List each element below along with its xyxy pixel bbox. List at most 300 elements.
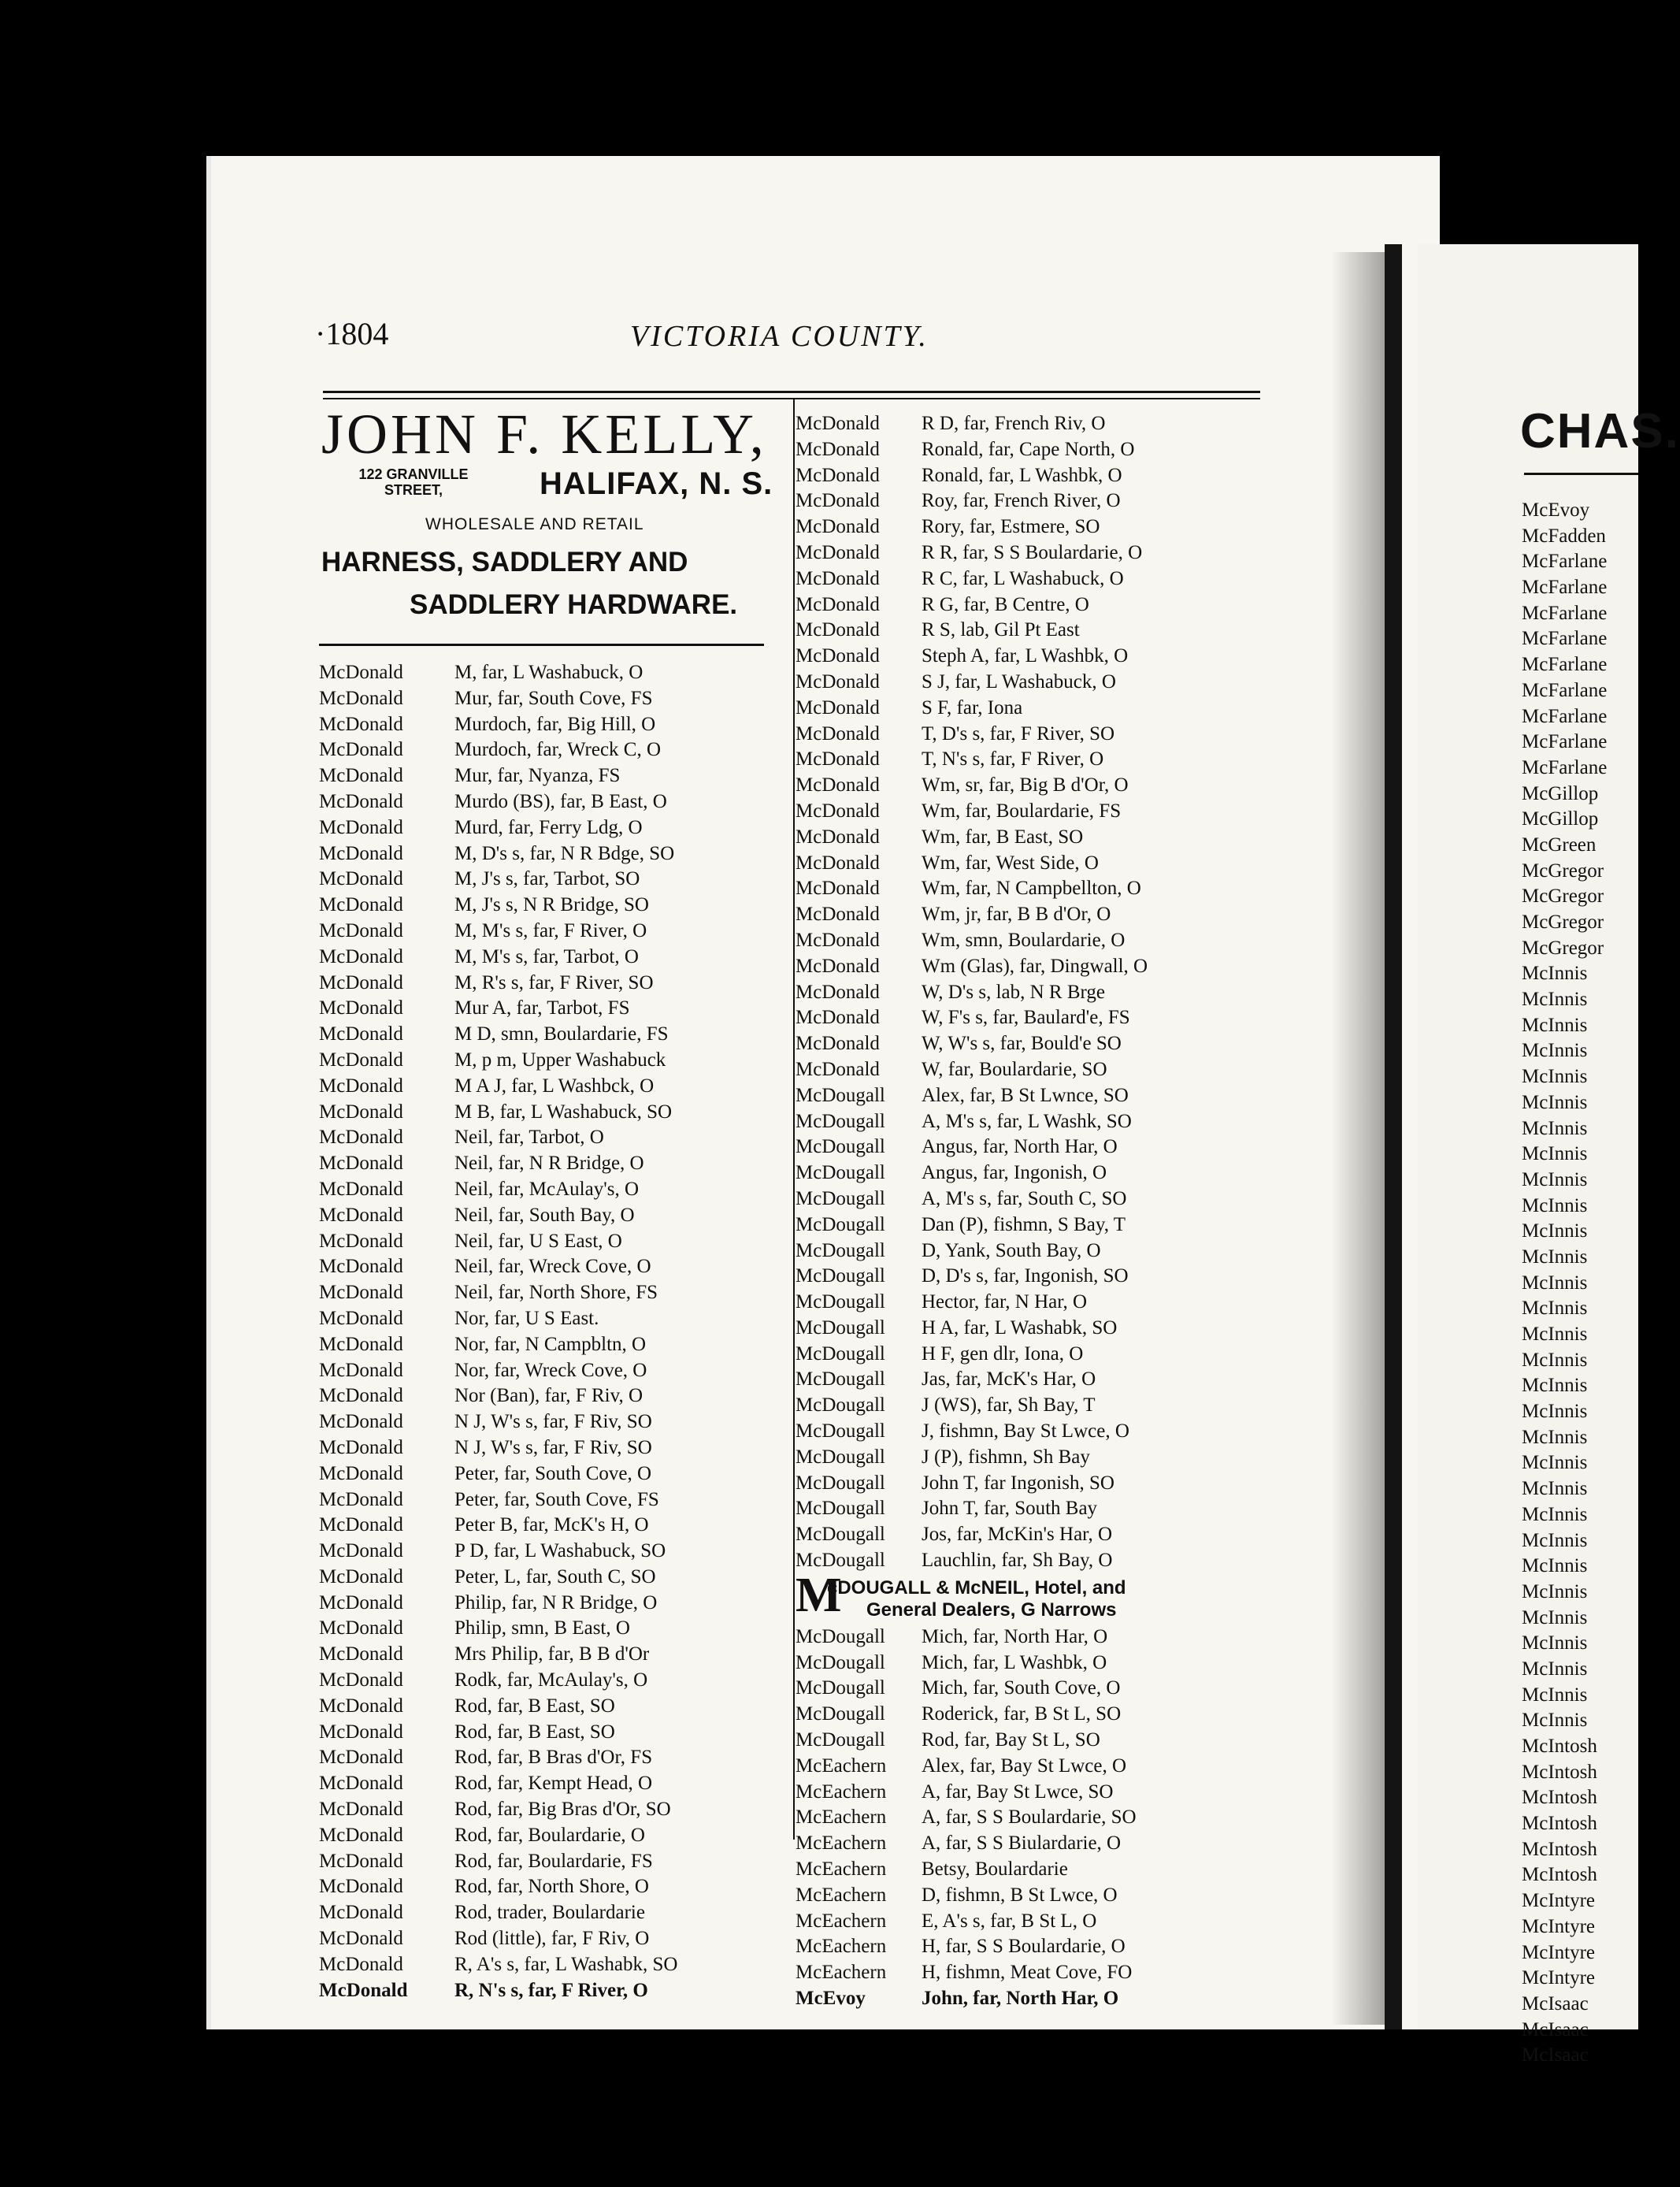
directory-entry <box>319 1306 792 1332</box>
entry-surname: McDonald <box>319 971 403 993</box>
entry-surname: McEachern <box>795 1962 887 1984</box>
facing-page-entry: McFarlane <box>1522 577 1608 599</box>
notice-line-1: cDOUGALL & McNEIL, Hotel, and <box>827 1576 1126 1598</box>
entry-surname: McDonald <box>795 593 880 615</box>
entry-surname: McDougall <box>795 1420 885 1443</box>
entry-surname: McDonald <box>319 1101 403 1123</box>
directory-entry <box>795 1238 1268 1264</box>
business-notice <box>795 1568 1268 1624</box>
facing-page-entry: McInnis <box>1522 1684 1588 1706</box>
entry-details: Neil, far, South Bay, O <box>454 1204 635 1226</box>
directory-entry <box>319 660 792 686</box>
directory-entry <box>795 1445 1268 1471</box>
directory-entry <box>795 851 1268 877</box>
directory-entry <box>795 1702 1268 1728</box>
facing-page-entry: McFadden <box>1522 525 1606 547</box>
directory-entry <box>319 1074 792 1100</box>
entry-surname: McDougall <box>795 1291 885 1313</box>
facing-page-entry: McFarlane <box>1522 551 1608 573</box>
entry-surname: McDougall <box>795 1550 885 1572</box>
directory-entry <box>795 1831 1268 1857</box>
directory-entry <box>319 1900 792 1926</box>
entry-details: J, fishmn, Bay St Lwce, O <box>922 1420 1129 1443</box>
entry-details: Wm (Glas), far, Dingwall, O <box>922 955 1148 977</box>
entry-surname: McDougall <box>795 1162 885 1184</box>
directory-entry <box>319 1358 792 1384</box>
entry-details: Rod, far, B East, SO <box>454 1695 615 1717</box>
entry-surname: McDougall <box>795 1342 885 1365</box>
entry-surname: McDonald <box>319 1565 403 1587</box>
entry-details: Wm, jr, far, B B d'Or, O <box>922 904 1111 926</box>
directory-entry <box>795 1134 1268 1160</box>
directory-entry <box>795 722 1268 748</box>
entry-surname: McDonald <box>319 1514 403 1536</box>
entry-surname: McDonald <box>319 1488 403 1510</box>
directory-entry <box>795 1728 1268 1754</box>
entry-surname: McDonald <box>319 842 403 864</box>
directory-entry <box>795 1883 1268 1909</box>
entry-surname: McDonald <box>319 1333 403 1355</box>
header-rule <box>323 391 1260 399</box>
entry-details: Angus, far, North Har, O <box>922 1136 1118 1158</box>
directory-entry <box>319 1926 792 1952</box>
entry-details: Peter, far, South Cove, FS <box>454 1488 659 1510</box>
facing-page-entry: McInnis <box>1522 1194 1588 1216</box>
entry-surname: McDonald <box>795 878 880 900</box>
directory-entry <box>319 1745 792 1771</box>
entry-surname: McDonald <box>319 1204 403 1226</box>
entry-details: Lauchlin, far, Sh Bay, O <box>922 1550 1113 1572</box>
facing-page-entry: McFarlane <box>1522 705 1608 727</box>
directory-entry <box>319 841 792 867</box>
facing-page-entry: McIntosh <box>1522 1761 1597 1783</box>
entry-details: P D, far, L Washabuck, SO <box>454 1540 666 1562</box>
entry-details: Peter, far, South Cove, O <box>454 1462 652 1484</box>
facing-page-entry: McInnis <box>1522 1632 1588 1654</box>
facing-page-entry: McInnis <box>1522 1555 1588 1577</box>
entry-details: Rod, far, Bay St L, SO <box>922 1729 1100 1751</box>
ad-business-name: JOHN F. KELLY, <box>321 403 767 466</box>
directory-entry <box>319 1125 792 1151</box>
entry-surname: McDonald <box>795 567 880 589</box>
entry-details: Rod, far, B Bras d'Or, FS <box>454 1747 653 1769</box>
directory-entry <box>319 1151 792 1177</box>
directory-entry <box>795 670 1268 696</box>
entry-details: Ronald, far, Cape North, O <box>922 438 1135 460</box>
entry-details: A, far, S S Boulardarie, SO <box>922 1806 1137 1829</box>
facing-page-entry: McInnis <box>1522 1503 1588 1525</box>
facing-page-entry: McInnis <box>1522 1246 1588 1268</box>
entry-details: Wm, far, West Side, O <box>922 852 1099 874</box>
entry-details: Rod, trader, Boulardarie <box>454 1902 645 1924</box>
right-column-bottom <box>795 1624 1268 2012</box>
entry-surname: McDougall <box>795 1677 885 1699</box>
entry-details: M, R's s, far, F River, SO <box>454 971 654 993</box>
entry-details: A, far, Bay St Lwce, SO <box>922 1780 1114 1803</box>
facing-page-entry: McInnis <box>1522 1272 1588 1294</box>
directory-entry <box>795 540 1268 566</box>
entry-details: R C, far, L Washabuck, O <box>922 567 1124 589</box>
entry-surname: McDonald <box>319 1979 408 2001</box>
facing-page-entry: McGregor <box>1522 912 1604 933</box>
directory-entry <box>319 1539 792 1565</box>
entry-details: M, p m, Upper Washabuck <box>454 1049 666 1071</box>
directory-entry <box>319 1771 792 1797</box>
entry-details: Neil, far, Tarbot, O <box>454 1127 604 1149</box>
entry-details: Mich, far, South Cove, O <box>922 1677 1121 1699</box>
entry-details: Philip, smn, B East, O <box>454 1617 630 1639</box>
entry-surname: McDonald <box>795 541 880 563</box>
entry-surname: McDonald <box>319 997 403 1019</box>
facing-page-entry: McInnis <box>1522 1375 1588 1397</box>
entry-details: Peter, L, far, South C, SO <box>454 1565 656 1587</box>
directory-entry <box>795 1754 1268 1780</box>
directory-entry <box>319 1487 792 1513</box>
entry-details: Murdoch, far, Big Hill, O <box>454 713 656 735</box>
entry-details: N J, W's s, far, F Riv, SO <box>454 1411 652 1433</box>
entry-details: J (WS), far, Sh Bay, T <box>922 1394 1096 1417</box>
entry-details: Rod, far, Boulardarie, FS <box>454 1850 653 1872</box>
entry-details: A, far, S S Biulardarie, O <box>922 1832 1122 1855</box>
entry-surname: McDougall <box>795 1239 885 1261</box>
entry-surname: McDonald <box>795 904 880 926</box>
facing-page-entry: McInnis <box>1522 1168 1588 1190</box>
entry-details: Nor, far, U S East. <box>454 1307 599 1329</box>
entry-surname: McDonald <box>319 1023 403 1045</box>
entry-details: T, N's s, far, F River, O <box>922 748 1104 770</box>
entry-details: Jas, far, McK's Har, O <box>922 1368 1096 1391</box>
directory-entry <box>319 1694 792 1720</box>
gutter-shadow <box>1331 252 1386 2025</box>
directory-entry <box>795 1857 1268 1883</box>
directory-entry <box>795 1522 1268 1548</box>
entry-surname: McDonald <box>795 516 880 538</box>
entry-surname: McDonald <box>319 1359 403 1381</box>
entry-surname: McEachern <box>795 1780 887 1803</box>
directory-entry <box>795 1393 1268 1419</box>
entry-details: M D, smn, Boulardarie, FS <box>454 1023 669 1045</box>
directory-entry <box>795 1057 1268 1083</box>
entry-surname: McDonald <box>319 662 403 683</box>
directory-entry <box>319 1280 792 1306</box>
facing-page-entry: McInnis <box>1522 989 1588 1011</box>
directory-entry <box>319 737 792 763</box>
running-head: VICTORIA COUNTY. <box>630 320 929 353</box>
facing-page-entry: McInnis <box>1522 963 1588 985</box>
directory-entry <box>319 1254 792 1280</box>
entry-details: Hector, far, N Har, O <box>922 1291 1088 1313</box>
facing-page-entry: McInnis <box>1522 1143 1588 1165</box>
entry-surname: McDonald <box>319 1824 403 1846</box>
directory-entry <box>795 566 1268 592</box>
directory-entry <box>795 1496 1268 1522</box>
entry-details: John, far, North Har, O <box>922 1988 1119 2010</box>
directory-entry <box>319 815 792 841</box>
facing-page-entry: McEvoy <box>1522 499 1590 521</box>
entry-surname: McEachern <box>795 1910 887 1932</box>
entry-details: Wm, far, Boulardarie, FS <box>922 800 1122 822</box>
entry-details: Murdoch, far, Wreck C, O <box>454 739 662 761</box>
directory-entry <box>795 1419 1268 1445</box>
entry-details: M, M's s, far, F River, O <box>454 919 647 941</box>
facing-page-entry: McInnis <box>1522 1091 1588 1113</box>
entry-surname: McDonald <box>795 852 880 874</box>
directory-entry <box>319 1591 792 1617</box>
entry-details: Rod, far, Big Bras d'Or, SO <box>454 1799 671 1821</box>
entry-details: Wm, smn, Boulardarie, O <box>922 929 1126 951</box>
entry-details: Rodk, far, McAulay's, O <box>454 1669 648 1691</box>
entry-details: M, M's s, far, Tarbot, O <box>454 945 639 967</box>
entry-details: Murdo (BS), far, B East, O <box>454 790 667 812</box>
entry-surname: McDonald <box>319 1436 403 1458</box>
directory-entry <box>795 1186 1268 1212</box>
entry-surname: McDonald <box>795 1033 880 1055</box>
facing-page-entry: McGillop <box>1522 782 1599 804</box>
entry-details: M, J's s, N R Bridge, SO <box>454 894 649 916</box>
directory-entry <box>795 1960 1268 1986</box>
entry-surname: McDonald <box>319 1307 403 1329</box>
entry-surname: McDonald <box>795 464 880 486</box>
entry-surname: McDonald <box>319 1127 403 1149</box>
directory-entry <box>795 1548 1268 1574</box>
entry-surname: McDougall <box>795 1651 885 1673</box>
entry-surname: McDonald <box>795 413 880 434</box>
directory-entry <box>319 919 792 945</box>
entry-surname: McDonald <box>795 826 880 848</box>
entry-surname: McDonald <box>795 981 880 1003</box>
facing-page-entry: McIntosh <box>1522 1787 1597 1809</box>
facing-page-entry: McInnis <box>1522 1220 1588 1242</box>
directory-entry <box>319 1229 792 1255</box>
entry-surname: McDonald <box>319 687 403 709</box>
facing-page-entry: McInnis <box>1522 1452 1588 1474</box>
facing-page-entry: McIntosh <box>1522 1813 1597 1835</box>
directory-entry <box>319 1022 792 1048</box>
entry-surname: McDonald <box>319 1850 403 1872</box>
ad-goods-line-1: HARNESS, SADDLERY AND <box>321 547 688 577</box>
entry-surname: McDougall <box>795 1084 885 1106</box>
facing-page-entry: McIsaac <box>1522 2018 1589 2040</box>
directory-entry <box>319 1513 792 1539</box>
ad-trade: WHOLESALE AND RETAIL <box>425 515 644 533</box>
directory-entry <box>319 1383 792 1409</box>
entry-surname: McDonald <box>795 955 880 977</box>
entry-details: W, F's s, far, Baulard'e, FS <box>922 1007 1130 1029</box>
entry-surname: McDougall <box>795 1265 885 1287</box>
entry-surname: McDonald <box>319 790 403 812</box>
entry-details: M, far, L Washabuck, O <box>454 662 643 683</box>
directory-entry <box>319 1720 792 1746</box>
entry-surname: McDougall <box>795 1729 885 1751</box>
directory-entry <box>795 1650 1268 1676</box>
entry-details: M A J, far, L Washbck, O <box>454 1075 655 1097</box>
facing-page-entry: McInnis <box>1522 1324 1588 1345</box>
directory-entry <box>319 1797 792 1823</box>
facing-page-entry: McInnis <box>1522 1658 1588 1680</box>
entry-details: H, far, S S Boulardarie, O <box>922 1936 1126 1958</box>
entry-details: D, fishmn, B St Lwce, O <box>922 1884 1118 1906</box>
directory-entry <box>319 945 792 971</box>
directory-entry <box>795 1031 1268 1057</box>
entry-surname: McEachern <box>795 1858 887 1881</box>
entry-details: Neil, far, U S East, O <box>454 1230 622 1252</box>
directory-entry <box>795 954 1268 980</box>
facing-page-entry: McInnis <box>1522 1529 1588 1551</box>
directory-entry <box>319 1642 792 1668</box>
entry-details: R G, far, B Centre, O <box>922 593 1089 615</box>
directory-entry <box>795 463 1268 489</box>
entry-details: Mur, far, Nyanza, FS <box>454 765 621 787</box>
ad-rule <box>319 644 764 646</box>
facing-page-entry: McInnis <box>1522 1478 1588 1500</box>
entry-details: Dan (P), fishmn, S Bay, T <box>922 1213 1126 1235</box>
directory-entry <box>319 1874 792 1900</box>
facing-page-column <box>1522 498 1638 2069</box>
entry-surname: McDougall <box>795 1136 885 1158</box>
facing-page-entry: McGillop <box>1522 808 1599 830</box>
left-column <box>319 660 792 2003</box>
directory-entry <box>319 1952 792 1978</box>
facing-page-entry: McFarlane <box>1522 679 1608 701</box>
entry-details: E, A's s, far, B St L, O <box>922 1910 1097 1932</box>
facing-page-entry: McGregor <box>1522 937 1604 959</box>
facing-page-entry: McInnis <box>1522 1040 1588 1062</box>
directory-entry <box>795 928 1268 954</box>
entry-details: Neil, far, McAulay's, O <box>454 1178 639 1200</box>
entry-details: H, fishmn, Meat Cove, FO <box>922 1962 1133 1984</box>
directory-entry <box>319 1616 792 1642</box>
entry-surname: McDonald <box>795 748 880 770</box>
entry-surname: McDonald <box>319 1773 403 1795</box>
entry-surname: McEachern <box>795 1754 887 1777</box>
entry-details: M, J's s, far, Tarbot, SO <box>454 868 640 890</box>
facing-page-entry: McIntyre <box>1522 1915 1596 1937</box>
entry-surname: McDonald <box>795 696 880 718</box>
entry-details: Mich, far, L Washbk, O <box>922 1651 1107 1673</box>
facing-page-entry: McInnis <box>1522 1580 1588 1602</box>
directory-entry <box>319 971 792 997</box>
entry-surname: McDonald <box>795 490 880 512</box>
facing-page-entry: McIntyre <box>1522 1941 1596 1963</box>
directory-entry <box>319 893 792 919</box>
entry-surname: McDougall <box>795 1524 885 1546</box>
entry-surname: McDonald <box>319 1876 403 1898</box>
facing-page-entry: McIsaac <box>1522 2044 1589 2066</box>
entry-details: Jos, far, McKin's Har, O <box>922 1524 1113 1546</box>
entry-details: Steph A, far, L Washbk, O <box>922 645 1129 667</box>
entry-details: Wm, far, B East, SO <box>922 826 1084 848</box>
directory-entry <box>795 1367 1268 1393</box>
directory-entry <box>319 1823 792 1849</box>
entry-surname: McDonald <box>319 1799 403 1821</box>
entry-surname: McDougall <box>795 1394 885 1417</box>
entry-details: D, Yank, South Bay, O <box>922 1239 1101 1261</box>
directory-entry <box>795 980 1268 1006</box>
directory-entry <box>795 1909 1268 1935</box>
directory-entry <box>795 1471 1268 1497</box>
entry-details: John T, far Ingonish, SO <box>922 1472 1114 1494</box>
entry-surname: McDonald <box>795 619 880 641</box>
entry-details: R S, lab, Gil Pt East <box>922 619 1080 641</box>
facing-page-title: CHAS. <box>1520 404 1680 459</box>
entry-details: Alex, far, Bay St Lwce, O <box>922 1754 1127 1777</box>
entry-surname: McDonald <box>795 929 880 951</box>
right-column-top <box>795 411 1268 1574</box>
facing-page-entry: McFarlane <box>1522 602 1608 624</box>
facing-page-entry: McInnis <box>1522 1710 1588 1732</box>
facing-page-entry: McInnis <box>1522 1426 1588 1448</box>
directory-entry <box>795 1212 1268 1238</box>
entry-surname: McDonald <box>795 645 880 667</box>
entry-surname: McDougall <box>795 1625 885 1647</box>
directory-entry <box>795 1624 1268 1650</box>
entry-details: Nor (Ban), far, F Riv, O <box>454 1385 643 1407</box>
entry-details: Mrs Philip, far, B B d'Or <box>454 1643 650 1665</box>
ad-street: 122 GRANVILLE STREET, <box>358 466 469 498</box>
directory-entry <box>319 1048 792 1074</box>
facing-page-entry: McGreen <box>1522 834 1597 856</box>
entry-details: Roy, far, French River, O <box>922 490 1121 512</box>
directory-entry <box>795 411 1268 437</box>
entry-surname: McDonald <box>319 868 403 890</box>
entry-surname: McDonald <box>319 1411 403 1433</box>
directory-entry <box>795 644 1268 670</box>
directory-entry <box>795 437 1268 463</box>
entry-details: A, M's s, far, L Washk, SO <box>922 1110 1132 1132</box>
directory-entry <box>795 514 1268 540</box>
ad-city: HALIFAX, N. S. <box>540 466 773 501</box>
facing-page-entry: McIntosh <box>1522 1838 1597 1860</box>
entry-surname: McDonald <box>319 1695 403 1717</box>
directory-entry <box>319 996 792 1022</box>
entry-details: H F, gen dlr, Iona, O <box>922 1342 1084 1365</box>
entry-details: Mur A, far, Tarbot, FS <box>454 997 630 1019</box>
entry-details: R D, far, French Riv, O <box>922 413 1106 434</box>
facing-page-entry: McIsaac <box>1522 1992 1589 2014</box>
entry-details: W, W's s, far, Bould'e SO <box>922 1033 1122 1055</box>
entry-surname: McDonald <box>319 739 403 761</box>
facing-page-entry: McFarlane <box>1522 628 1608 650</box>
directory-entry <box>319 1565 792 1591</box>
directory-entry <box>795 773 1268 799</box>
entry-surname: McDougall <box>795 1498 885 1520</box>
entry-surname: McDonald <box>319 1256 403 1278</box>
directory-entry <box>319 1668 792 1694</box>
directory-entry <box>795 1109 1268 1135</box>
facing-page-rule <box>1524 473 1638 475</box>
entry-surname: McDougall <box>795 1368 885 1391</box>
entry-details: S F, far, Iona <box>922 696 1023 718</box>
facing-page-entry: McInnis <box>1522 1606 1588 1628</box>
entry-surname: McDonald <box>795 1058 880 1080</box>
entry-surname: McDonald <box>319 816 403 838</box>
entry-details: J (P), fishmn, Sh Bay <box>922 1446 1090 1468</box>
entry-details: H A, far, L Washabk, SO <box>922 1316 1118 1339</box>
directory-entry <box>795 902 1268 928</box>
entry-details: A, M's s, far, South C, SO <box>922 1187 1127 1209</box>
entry-surname: McDonald <box>795 438 880 460</box>
entry-surname: McDougall <box>795 1187 885 1209</box>
entry-surname: McEachern <box>795 1806 887 1829</box>
page-number: ·1804 <box>315 316 389 351</box>
entry-details: S J, far, L Washabuck, O <box>922 670 1116 692</box>
entry-surname: McDougall <box>795 1446 885 1468</box>
facing-page-entry: McIntosh <box>1522 1864 1597 1886</box>
entry-details: Peter B, far, McK's H, O <box>454 1514 649 1536</box>
entry-details: W, D's s, lab, N R Brge <box>922 981 1105 1003</box>
directory-entry <box>795 488 1268 514</box>
directory-entry <box>795 1934 1268 1960</box>
